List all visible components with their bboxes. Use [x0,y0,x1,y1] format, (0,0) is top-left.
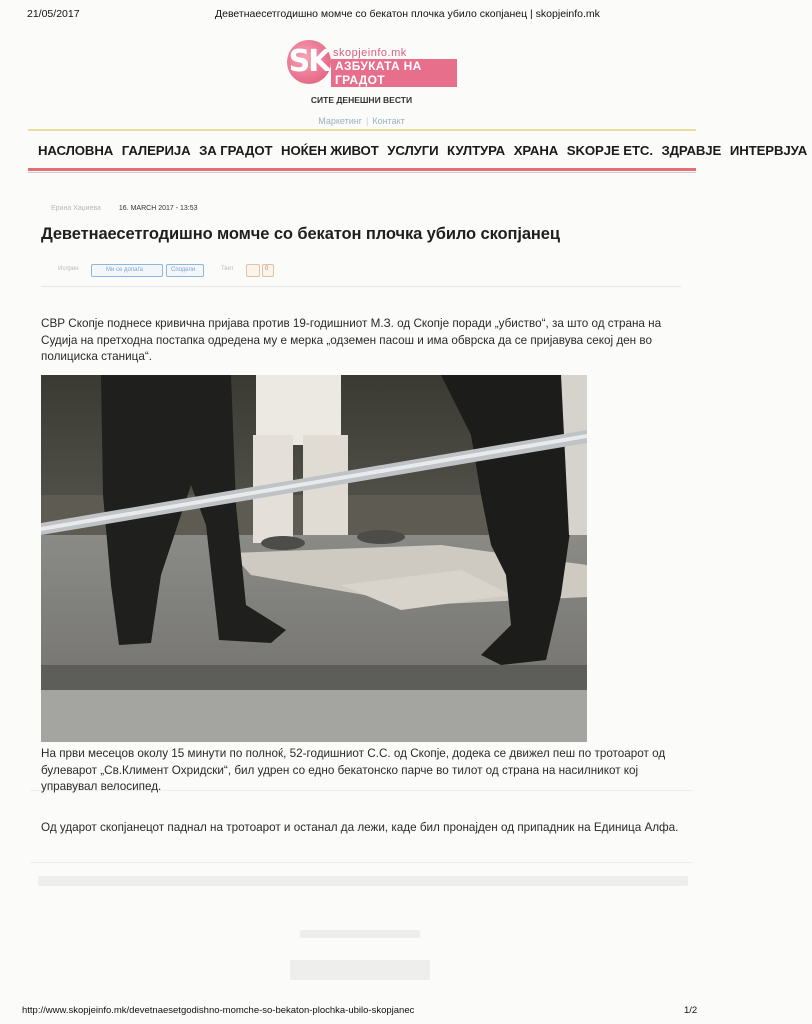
bleed-through-text [300,930,420,938]
marketing-link[interactable]: Маркетинг [318,116,362,126]
contact-link[interactable]: Контакт [372,116,405,126]
tweet-button[interactable]: Твит [221,266,234,272]
article-meta [51,205,198,212]
print-page-title: Деветнаесетгодишно момче со бекатон плочка убило скопјанец | skopjeinfo.mk [215,8,600,20]
article-author[interactable]: Ерина Хаџиева [51,205,101,212]
article-paragraph: Од ударот скопјанецот паднал на тротоарот и останал да лежи, каде бил пронајден од припадник на Единица Алфа. [41,821,679,834]
print-date: 21/05/2017 [27,8,80,20]
article-paragraph: На први месецов околу 15 минути по полноќ, 52-годишниот С.С. од Скопје, додека се движел пеш по тротоарот од булеварот „Св.Климент Охридски“, бил удрен со едно бекатонско парче во тилот од страна на насилникот кој управувал велосипед. [41,747,666,793]
logo-tagline: АЗБУКАТА НА ГРАДОТ [331,59,457,87]
nav-item-gallery[interactable]: ГАЛЕРИЈА [121,143,191,158]
nav-top-divider [28,129,696,131]
nav-underline [28,168,696,171]
nav-item-interviews[interactable]: ИНТЕРВЈУА [729,143,808,158]
nav-item-culture[interactable]: КУЛТУРА [447,143,506,158]
nav-item-home[interactable]: НАСЛОВНА [38,143,114,158]
top-links [0,116,723,126]
like-button-label: Ми се допаѓа [106,267,143,273]
main-navigation [38,143,808,158]
bleed-through-line [30,862,693,863]
article-title: Деветнаесетгодишно момче со бекатон плочка убило скопјанец [41,225,560,243]
nav-item-skopje-etc[interactable]: SKOPJE ETC. [566,143,653,158]
today-news-link[interactable]: СИТЕ ДЕНЕШНИ ВЕСТИ [310,95,413,105]
link-separator: | [366,116,369,126]
nav-item-food[interactable]: ХРАНА [513,143,559,158]
share-button[interactable] [166,264,204,277]
nav-item-about-city[interactable]: ЗА ГРАДОТ [199,143,273,158]
article-photo [41,375,587,742]
meta-divider [41,286,681,287]
article-date: 16. MARCH 2017 - 13:53 [118,205,198,212]
nav-item-health[interactable]: ЗДРАВЈЕ [661,143,722,158]
share-count: 0 [262,264,274,277]
bleed-through-logo [290,960,430,980]
share-button-label: Сподели [171,267,196,273]
site-logo[interactable] [287,38,457,88]
nav-item-services[interactable]: УСЛУГИ [387,143,439,158]
logo-mark-icon: SK [287,40,331,84]
page-number: 1/2 [684,1005,698,1016]
logo-site-name: skopjeinfo.mk [333,47,407,59]
nav-item-nightlife[interactable]: НОЌЕН ЖИВОТ [281,143,379,158]
bleed-through-text [38,876,688,886]
page-url: http://www.skopjeinfo.mk/devetnaesetgodishno-momche-so-bekaton-plochka-ubilo-skopjanec [22,1005,415,1016]
share-label: Исприн [58,266,79,272]
article-paragraph: СВР Скопје поднесе кривична пријава против 19-годишниот М.З. од Скопје поради „убиство“, за што од страна на Судија на претходна постапка одредена му е мерка „одземен пасош и има обврска да се пријавува секој ден во полициска станица“. [41,317,662,363]
plus-one-button[interactable] [246,264,260,277]
nav-underline-thin [28,172,696,173]
like-button[interactable] [91,264,163,277]
